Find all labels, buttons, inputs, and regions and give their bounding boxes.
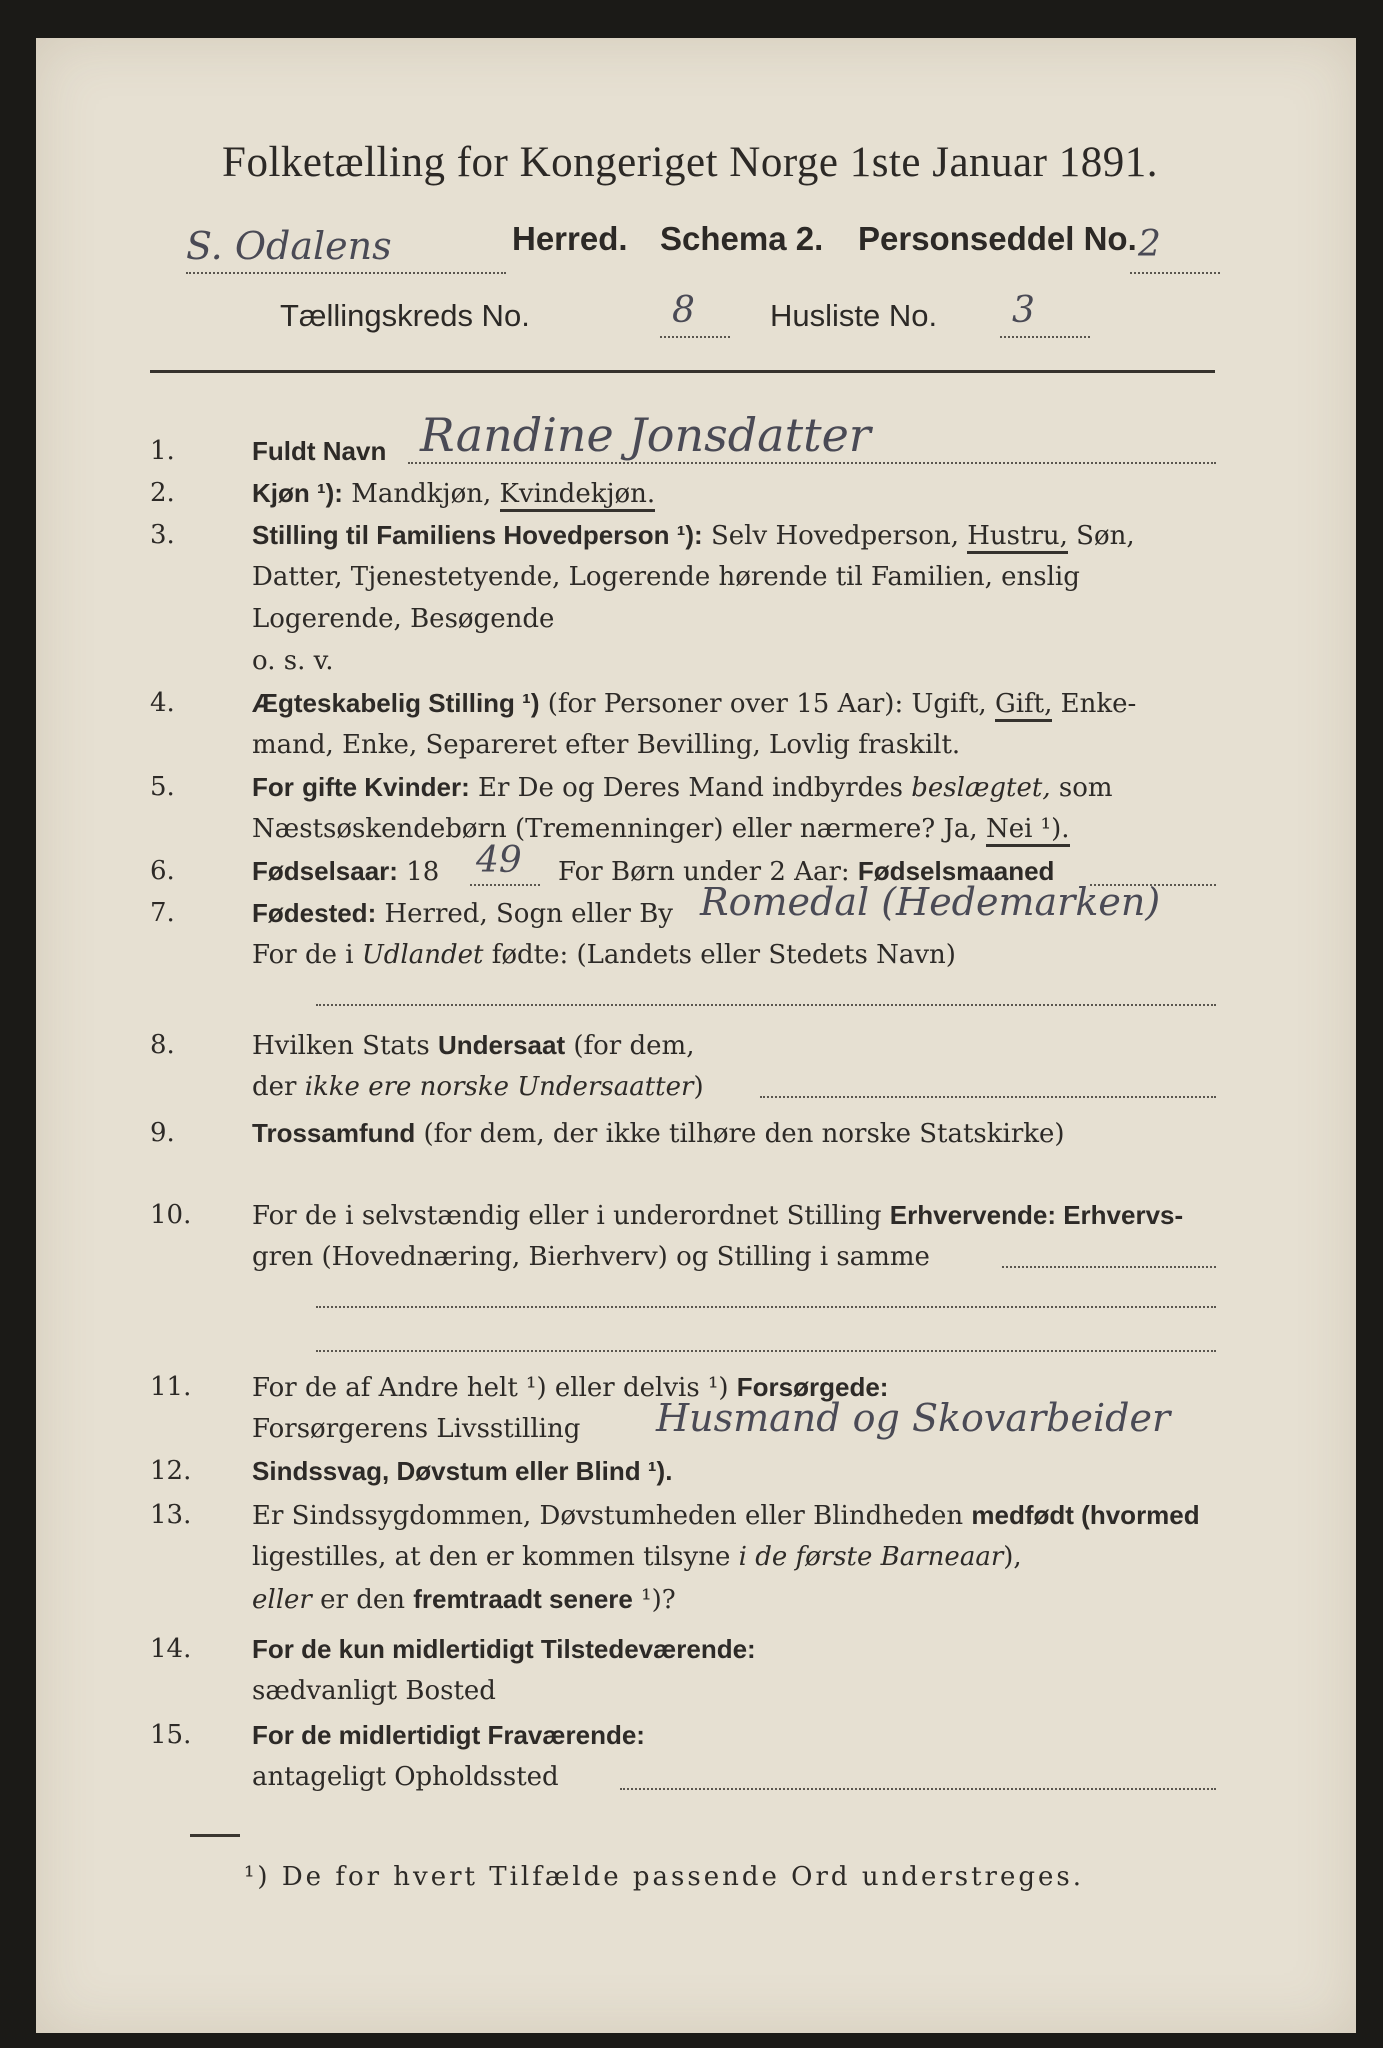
item-text: Datter, Tjenestetyende, Logerende hørende til Familien, enslig [252,562,1080,592]
item-label: fremtraadt senere [413,1584,633,1614]
option-text: Selv Hovedperson, [710,521,959,551]
item-text: ) [693,1072,704,1102]
name-dotted-line [408,462,1216,464]
item-text: fødte: (Landets eller Stedets Navn) [491,940,956,970]
item-text: For de i [252,940,354,970]
herred-dotted-line [186,272,506,274]
item-text: Er Sindssygdommen, Døvstumheden eller Blindheden [252,1501,964,1531]
item-text: eller [252,1585,312,1615]
provider-occupation-handwritten: Husmand og Skovarbeider [656,1396,1171,1440]
occupation-dotted-line-3 [316,1350,1216,1352]
item-text: ¹)? [641,1585,676,1615]
item-number: 13. [150,1500,192,1530]
item-text: Hvilken Stats [252,1031,430,1061]
underlined-option: Kvindekjøn. [500,479,656,512]
item-label: Erhvervende: Erhvervs- [889,1200,1184,1230]
item-number: 3. [150,520,175,550]
underlined-option: Gift, [995,689,1052,722]
option-text: Mandkjøn, [351,479,492,509]
item-text: antageligt Opholdssted [252,1762,559,1792]
option-text: Søn, [1076,521,1135,551]
item-number: 2. [150,478,175,508]
item-text: Næstsøskendebørn (Tremenninger) eller nærmere? Ja, [252,814,978,844]
item-text: ), [1003,1542,1022,1572]
personseddel-label: Personseddel No. [858,220,1137,257]
husliste-dotted-line [1000,336,1090,338]
personseddel-dotted-line [1130,272,1220,274]
taellingskreds-number: 8 [672,290,695,331]
item-text: i de første Barneaar [738,1542,1004,1572]
item-number: 10. [150,1200,192,1230]
option-text: (for Personer over 15 Aar): Ugift, [547,689,987,719]
item-text: o. s. v. [252,646,334,676]
item-text: Er De og Deres Mand indbyrdes [478,773,904,803]
birthplace-handwritten: Romedal (Hedemarken) [700,880,1161,924]
item-text: beslægtet, [911,773,1051,803]
foreign-birthplace-dotted-line [316,1004,1216,1006]
item-text: sædvanligt Bosted [252,1676,496,1706]
item-number: 15. [150,1720,192,1750]
personseddel-number: 2 [1138,224,1161,265]
item-label: Trossamfund [252,1118,416,1148]
husliste-number: 3 [1012,290,1035,331]
item-label: gifte Kvinder: [302,772,470,802]
schema-label: Schema 2. [660,220,824,257]
item-text: For de af Andre helt ¹) eller delvis ¹) [252,1373,729,1403]
item-label: For [252,772,294,802]
underlined-option: Nei ¹). [986,814,1070,847]
item-number: 6. [150,856,175,886]
birth-year-handwritten: 49 [476,840,522,881]
item-text: For de i selvstændig eller i underordnet Stilling [252,1201,882,1231]
underlined-option: Hustru, [967,521,1068,554]
item-label: medfødt (hvormed [971,1500,1200,1530]
name-handwritten: Randine Jonsdatter [420,408,871,462]
residence-dotted-line [620,1788,1216,1790]
item-text: Forsørgerens Livsstilling [252,1414,581,1444]
herred-label: Herred. [512,220,628,257]
item-text: Logerende, Besøgende [252,604,555,634]
husliste-label: Husliste No. [770,298,938,333]
item-label: For de midlertidigt Fraværende: [252,1720,645,1750]
occupation-dotted-line-1 [1002,1266,1216,1268]
item-label: Forsørgede: [736,1372,889,1402]
citizenship-dotted-line [760,1096,1216,1098]
item-label: Fuldt Navn [252,436,387,466]
birth-year-dotted-line [470,884,540,886]
item-label: Fødested: [252,898,377,928]
item-label: Undersaat [437,1030,566,1060]
item-text: mand, Enke, Separeret efter Bevilling, Lovlig fraskilt. [252,730,961,760]
item-number: 12. [150,1456,192,1486]
item-label: Kjøn ¹): [252,478,343,508]
occupation-dotted-line-2 [316,1306,1216,1308]
item-number: 4. [150,688,175,718]
form-title: Folketælling for Kongeriget Norge 1ste Januar 1891. [222,139,1158,186]
herred-handwritten: S. Odalens [186,224,392,268]
item-number: 5. [150,772,175,802]
item-number: 1. [150,436,175,466]
item-number: 9. [150,1118,175,1148]
header-rule [150,370,1215,373]
item-label: Fødselsaar: [252,856,398,886]
footnote: ¹) De for hvert Tilfælde passende Ord understreges. [244,1862,1085,1892]
item-text: gren (Hovednæring, Bierhverv) og Stilling i samme [252,1242,930,1272]
item-label: Ægteskabelig Stilling ¹) [252,688,540,718]
option-text: Enke- [1060,689,1137,719]
item-number: 8. [150,1030,175,1060]
item-text: Udlandet [361,940,484,970]
item-number: 11. [150,1372,192,1402]
footnote-divider [190,1834,240,1837]
item-text: (for dem, [573,1031,695,1061]
item-text: Herred, Sogn eller By [384,899,673,929]
item-number: 14. [150,1634,192,1664]
item-text: der [252,1072,297,1102]
item-label: Stilling til Familiens Hovedperson ¹): [252,520,703,550]
item-label: Sindssvag, Døvstum eller Blind ¹). [252,1456,673,1486]
taellingskreds-label: Tællingskreds No. [280,298,530,333]
year-prefix: 18 [406,857,440,887]
item-label: Fødselsmaaned [857,856,1055,886]
item-text: ligestilles, at den er kommen tilsyne [252,1542,731,1572]
item-label: For de kun midlertidigt Tilstedeværende: [252,1634,756,1664]
item-text: For Børn under 2 Aar: [558,857,850,887]
item-text: (for dem, der ikke tilhøre den norske Statskirke) [423,1119,1065,1149]
item-text: ikke ere norske Undersaatter [304,1072,694,1102]
item-text: som [1058,773,1113,803]
item-number: 7. [150,898,175,928]
taellingskreds-dotted-line [660,336,730,338]
item-text: er den [320,1585,405,1615]
